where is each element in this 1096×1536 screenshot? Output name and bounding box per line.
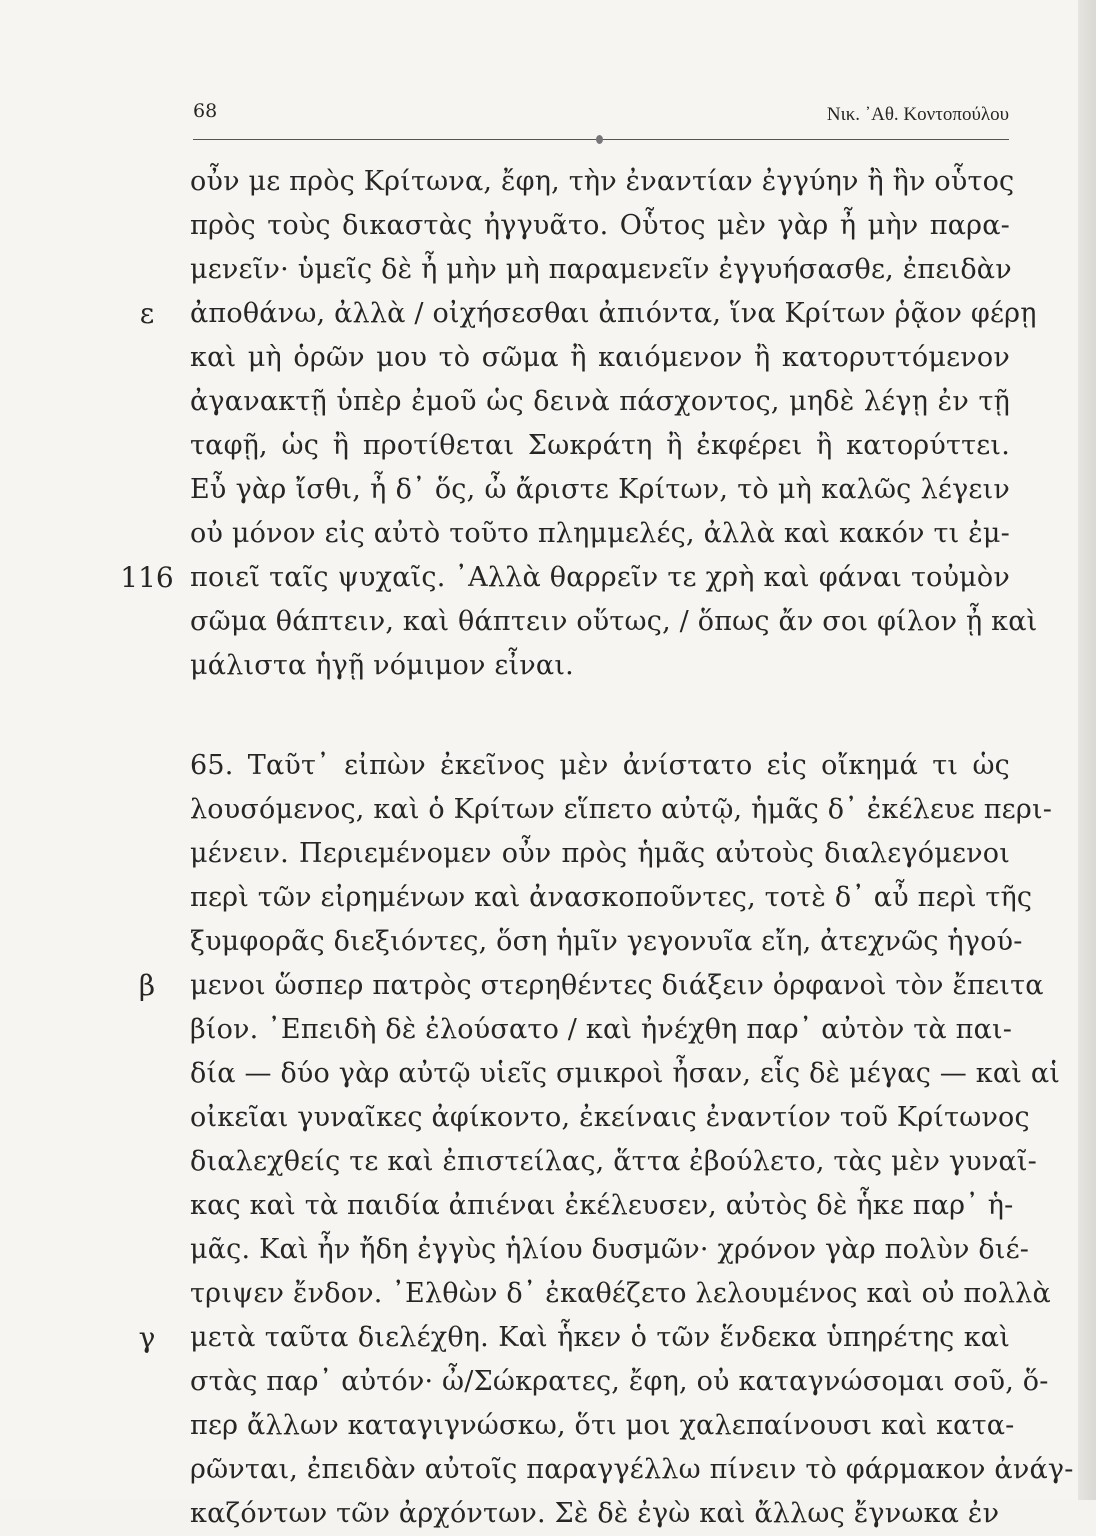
page-edge: [1078, 0, 1096, 1500]
text-line: ταφῇ, ὡς ἢ προτίθεται Σωκράτη ἢ ἐκφέρει ἢ κατορύττει.: [190, 430, 1010, 461]
body-text: [190, 160, 1074, 1536]
text-line: ποιεῖ ταῖς ψυχαῖς. ᾽Αλλὰ θαρρεῖν τε χρὴ καὶ φάναι τοὐμὸν: [190, 562, 1010, 593]
text-line: κας καὶ τὰ παιδία ἀπιέναι ἐκέλευσεν, αὐτὸς δὲ ἧκε παρ᾽ ἡ-: [190, 1190, 1014, 1221]
text-line: 65. Ταῦτ᾽ εἰπὼν ἐκεῖνος μὲν ἀνίστατο εἰς οἴκημά τι ὡς: [190, 750, 1010, 781]
text-line: στὰς παρ᾽ αὐτόν· ὦ/Σώκρατες, ἔφη, οὐ καταγνώσομαι σοῦ, ὅ-: [190, 1366, 1049, 1397]
text-line: ἀγανακτῇ ὑπὲρ ἐμοῦ ὡς δεινὰ πάσχοντος, μηδὲ λέγῃ ἐν τῇ: [190, 386, 1010, 417]
text-line: ἀποθάνω, ἀλλὰ / οἰχήσεσθαι ἀπιόντα, ἵνα Κρίτων ῥᾷον φέρῃ: [190, 298, 1037, 329]
paragraph: [190, 160, 1038, 688]
text-line: μάλιστα ἡγῇ νόμιμον εἶναι.: [190, 650, 574, 681]
text-line: ρῶνται, ἐπειδὰν αὐτοῖς παραγγέλλω πίνειν τὸ φάρμακον ἀνάγ-: [190, 1454, 1074, 1485]
text-line: λουσόμενος, καὶ ὁ Κρίτων εἵπετο αὐτῷ, ἡμᾶς δ᾽ ἐκέλευε περι-: [190, 794, 1053, 825]
page-header: [193, 96, 1009, 130]
text-line: Εὖ γὰρ ἴσθι, ἦ δ᾽ ὅς, ὦ ἄριστε Κρίτων, τὸ μὴ καλῶς λέγειν: [190, 474, 1010, 505]
text-line: μενοι ὥσπερ πατρὸς στερηθέντες διάξειν ὀρφανοὶ τὸν ἔπειτα: [190, 970, 1044, 1001]
text-line: τριψεν ἔνδον. ᾽Ελθὼν δ᾽ ἐκαθέζετο λελουμένος καὶ οὐ πολλὰ: [190, 1278, 1051, 1309]
text-line: οὖν με πρὸς Κρίτωνα, ἔφη, τὴν ἐναντίαν ἐγγύην ἢ ἣν οὗτος: [190, 166, 1015, 197]
text-line: διαλεχθείς τε καὶ ἐπιστείλας, ἅττα ἐβούλετο, τὰς μὲν γυναῖ-: [190, 1146, 1038, 1177]
text-line: περὶ τῶν εἰρημένων καὶ ἀνασκοποῦντες, τοτὲ δ᾽ αὖ περὶ τῆς: [190, 882, 1033, 913]
text-line: μενεῖν· ὑμεῖς δὲ ἦ μὴν μὴ παραμενεῖν ἐγγυήσασθε, ἐπειδὰν: [190, 254, 1012, 285]
paragraph: [190, 744, 1074, 1536]
text-line: μετὰ ταῦτα διελέχθη. Καὶ ἧκεν ὁ τῶν ἕνδεκα ὑπηρέτης καὶ: [190, 1322, 1010, 1353]
text-line: μένειν. Περιεμένομεν οὖν πρὸς ἡμᾶς αὐτοὺς διαλεγόμενοι: [190, 838, 1010, 869]
text-line: καὶ μὴ ὁρῶν μου τὸ σῶμα ἢ καιόμενον ἢ κατορυττόμενον: [190, 342, 1010, 373]
margin-section-marker: γ: [138, 1321, 156, 1354]
text-line: ξυμφορᾶς διεξιόντες, ὅση ἡμῖν γεγονυῖα εἴη, ἀτεχνῶς ἡγού-: [190, 926, 1023, 957]
text-line: οὐ μόνον εἰς αὐτὸ τοῦτο πλημμελές, ἀλλὰ καὶ κακόν τι ἐμ-: [190, 518, 1010, 549]
running-head: Νικ. ᾽Αθ. Κοντοπούλου: [826, 104, 1009, 125]
margin-section-marker: 116: [120, 561, 174, 594]
text-line: οἰκεῖαι γυναῖκες ἀφίκοντο, ἐκείναις ἐναντίον τοῦ Κρίτωνος: [190, 1102, 1030, 1133]
text-line: περ ἄλλων καταγιγνώσκω, ὅτι μοι χαλεπαίνουσι καὶ κατα-: [190, 1410, 1015, 1441]
text-line: δία — δύο γὰρ αὐτῷ υἱεῖς σμικροὶ ἦσαν, εἷς δὲ μέγας — καὶ αἱ: [190, 1058, 1061, 1089]
margin-section-marker: ε: [139, 297, 155, 330]
text-line: μᾶς. Καὶ ἦν ἤδη ἐγγὺς ἡλίου δυσμῶν· χρόνον γὰρ πολὺν διέ-: [190, 1234, 1030, 1265]
text-line: βίον. ᾽Επειδὴ δὲ ἐλούσατο / καὶ ἠνέχθη παρ᾽ αὐτὸν τὰ παι-: [190, 1014, 1013, 1045]
margin-section-marker: β: [138, 969, 156, 1002]
page-number: 68: [193, 100, 218, 122]
text-line: σῶμα θάπτειν, καὶ θάπτειν οὕτως, / ὅπως ἄν σοι φίλον ᾖ καὶ: [190, 606, 1038, 637]
text-line: καζόντων τῶν ἀρχόντων. Σὲ δὲ ἐγὼ καὶ ἄλλως ἔγνωκα ἐν: [190, 1498, 1000, 1529]
rule-ornament: [596, 135, 603, 144]
text-line: πρὸς τοὺς δικαστὰς ἠγγυᾶτο. Οὗτος μὲν γὰρ ἦ μὴν παρα-: [190, 210, 1010, 241]
paragraph-gap: [190, 688, 1010, 744]
